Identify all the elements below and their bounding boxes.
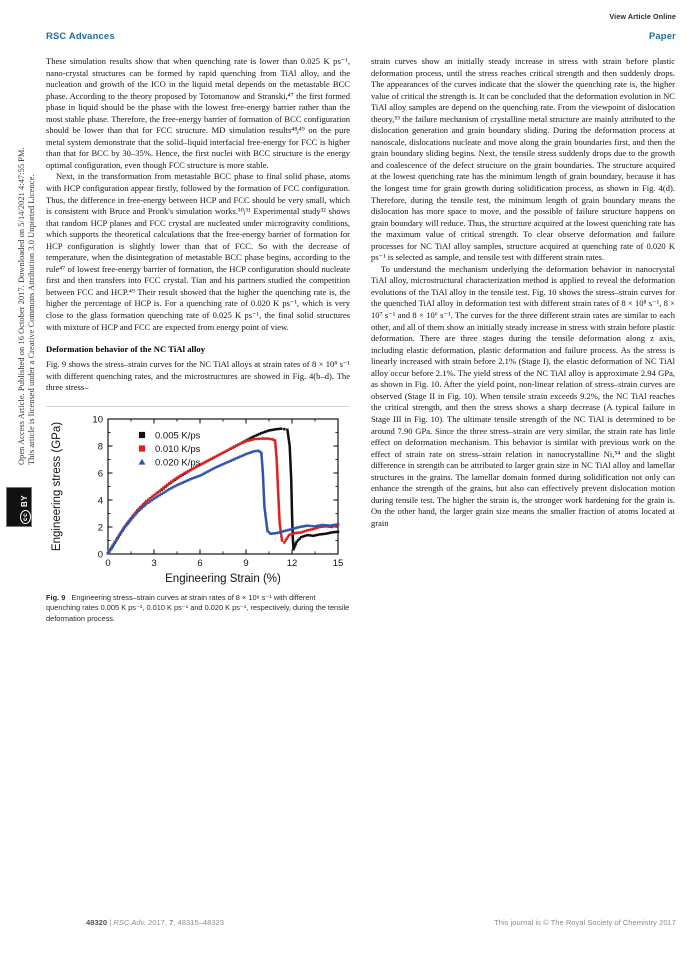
- figure-9-label: Fig. 9: [46, 592, 66, 602]
- article-type-label: Paper: [648, 30, 676, 41]
- figure-9-caption-text: Engineering stress–strain curves at strain rates of 8 × 10⁸ s⁻¹ with different quenching rates 0.005 K ps⁻¹, 0.010 K ps⁻¹ and 0.020 K ps⁻¹, respectively, during the tensile deformation process.: [46, 592, 350, 623]
- svg-text:6: 6: [97, 468, 103, 480]
- footer-journal-abbrev: RSC Adv.: [113, 918, 146, 927]
- stress-strain-plot: [46, 411, 350, 586]
- svg-text:2: 2: [97, 522, 103, 534]
- figure-9-chart: [46, 411, 350, 586]
- creative-commons-badge[interactable]: [6, 487, 32, 527]
- creative-commons-licence-line: This article is licensed under a Creative Commons Attribution 3.0 Unported Licence.: [27, 174, 36, 465]
- cc-circle-icon: cc: [20, 510, 31, 524]
- running-head: [46, 30, 676, 44]
- svg-text:10: 10: [92, 414, 103, 426]
- footer-pages: , 48315–48323: [173, 918, 225, 927]
- svg-text:4: 4: [97, 495, 103, 507]
- right-column: [371, 56, 675, 896]
- svg-text:0.010 K/ps: 0.010 K/ps: [155, 443, 201, 455]
- series-0-020-k-ps: [107, 449, 340, 554]
- figure-9-caption: [46, 593, 350, 624]
- svg-text:6: 6: [197, 557, 203, 569]
- paragraph-left-3: Fig. 9 shows the stress–strain curves for the NC TiAl alloys at strain rates of 8 × 10⁸ s⁻¹ with different quenching rates, and the microstructures are showed in Fig. 4(b–d). The three stress–: [46, 359, 350, 393]
- section-heading-deformation-behavior: Deformation behavior of the NC TiAl alloy: [46, 344, 206, 355]
- page-footer: [86, 918, 676, 930]
- open-access-published-line: Open Access Article. Published on 16 October 2017. Downloaded on 5/14/2021 4:47:55 PM.: [17, 147, 26, 465]
- paragraph-right-1: strain curves show an initially steady increase in stress with strain before plastic deformation process, until the stress reaches critical strength and then suddenly drops. The appearances of the curves indicate that the slower the quenching rate is, the higher value of critical the strength is. It can be concluded that the deformation evolution in NC TiAl alloy samples are depend on the quenching rate. From the viewpoint of dislocation theory,⁵³ the failure mechanism of crystalline metal structure are mainly attributed to the dislocation generation and grain boundary sliding. During the deformation process at nanoscale, dislocations nucleate and move along the grain boundaries first, and then the grain boundary sliding begins. Next, the tensile stress suddenly drops due to the growth and coalescence of the defect structure on the grain boundaries. The structure acquired at the lowest quenching rate has the minimum length of grain boundary, because it has the longest time for grain growth during solidification process, as shown in Fig. 4(d). Therefore, during the tensile test, the minimum length of grain boundary means the dislocation has more space to move, and the possible of failure structure happens on grain boundary will reduce. Thus, the structure acquired at the lowest quenching rate has the maximum value of critical strength. To clear observe deformation and failure processes for NC TiAl alloy samples, structure acquired at quenching rate of 0.020 K ps⁻¹ is selected as sample, and tensile test with different strain rates.: [371, 56, 675, 263]
- svg-text:8: 8: [97, 441, 103, 453]
- svg-text:15: 15: [332, 557, 344, 569]
- footer-year: 2017,: [147, 918, 167, 927]
- two-column-body: [46, 56, 676, 896]
- left-column: [46, 56, 350, 896]
- svg-text:0: 0: [97, 549, 103, 561]
- figure-top-rule: [46, 406, 350, 407]
- paragraph-right-2: To understand the mechanism underlying the deformation behavior in nanocrystal TiAl alloy, microstructural characterization method is applied to reveal the deformation evolutions of the TiAl alloy in the tensile test. Fig. 10 shows the stress–strain curves for the quenched TiAl alloy in deformation test with different strain rates of 8 × 10⁸ s⁻¹, 8 × 10⁷ s⁻¹ and 8 × 10⁶ s⁻¹. The curves for the three different strain rates are similar to each other, and all of them show an initially steady increase in stress with strain before plastic deformation. There are three stages during the tensile deformation along z axis, including elastic deformation, plastic deformation and failure process. As the stress is linearly increased with strain before 2.1% (Stage I), the elastic deformation of NC TiAl alloy occur before 2.1%. The yield stress of the NC TiAl alloy is approximate 2.94 GPa, as shown in Fig. 10. After the yield point, non-linear relation of stress–strain curves are observed (Stage II in Fig. 10). When tensile strain exceeds 9.2%, the NC TiAl reaches the critical strength, and then the stress shows a sharp decrease (A typical failure in Stage III in Fig. 10). The ultimate tensile strength of the NC TiAl is determined to be around 7.90 GPa. Since the three stress–strain are very similar, the strain rate has little effect on deformation mechanism. This behavior is similar with previous work on the effect of strain rate on stress–strain relation in nanocrystalline Ni,⁵⁴ and the slight difference in strength can be attributed to larger grain size in NC TiAl alloy and lamellar structures in the grains. The lamellar domain formed during solidification not only can enhance the strength of the grains, but also can effectively prevent dislocation motion during tensile test. The higher the strain is, the stronger work hardening for the grain is. On the other hand, the larger grain size means the smaller fraction of atoms located at grain: [371, 263, 675, 528]
- svg-text:0.020 K/ps: 0.020 K/ps: [155, 457, 201, 469]
- paragraph-left-1: These simulation results show that when quenching rate is lower than 0.025 K ps⁻¹, nano-crystal structures can be formed by rapid quenching from TiAl alloy, and the nucleation and growth of the ICO in the liquid metal depends on the metastable BCC phase. According to the theory proposed by Totomanow and Stranski,⁴⁷ the first formed phase in liquid should be the phase with the lowest free-energy barrier rather than the most stable phase. Therefore, the free-energy barrier of formation of BCC configuration should be lower than that for FCC structure. MD simulation results⁴⁸ⱼ⁴⁹ on the pure metal system demonstrate that the solid–liquid interfacial free-energy for FCC is higher than that for BCC by 30–35%. Hence, the first nuclei with BCC structure is the energy optimal configuration, even though FCC structure is more stable.: [46, 56, 350, 170]
- footer-separator: |: [109, 918, 112, 927]
- svg-text:0: 0: [105, 557, 111, 569]
- figure-9: [46, 406, 350, 624]
- svg-text:12: 12: [286, 557, 298, 569]
- cc-by-label: BY: [20, 494, 29, 508]
- footer-citation: [86, 918, 224, 927]
- paragraph-left-2: Next, in the transformation from metastable BCC phase to final solid phase, atoms with HCP configuration appear firstly, followed by the formation of FCC configuration. Thus, the difference in free-energy between HCP and FCC should be very small, which is consistent with Bruce and Pronk's simulation works.³⁰ⱼ³¹ Experimental study³² shows that random HCP planes and FCC crystal are nucleated under microgravity conditions, which supports the theoretical calculations that the free-energy barrier of formation for HCP configuration is slightly lower than that of FCC. So with the decrease of temperature, when the disintegration of metastable BCC phase begins, according to the rule⁴⁷ of lowest free-energy barrier of formation, the HCP configuration should nucleate first and then transfers into FCC crystal. Tian and his partners studied the competition between FCC and HCP.⁴⁹ Their result showed that the higher the quenching rate is, the higher the percentage of HCP is. For a quenching rate of 0.020 K ps⁻¹, which is very close to the glass formation quenching rate of 0.025 K ps⁻¹, the final solid structures with mixture of HCP and FCC are expected from energy point of view.: [46, 171, 350, 332]
- open-access-sidebar: [0, 0, 40, 960]
- svg-text:9: 9: [243, 557, 249, 569]
- journal-title: RSC Advances: [46, 30, 115, 41]
- svg-text:0.005 K/ps: 0.005 K/ps: [155, 430, 201, 442]
- footer-copyright: This journal is © The Royal Society of Chemistry 2017: [494, 918, 676, 927]
- article-page: [40, 0, 700, 960]
- svg-text:3: 3: [151, 557, 157, 569]
- footer-volume: 7: [169, 918, 174, 927]
- svg-text:Engineering stress (GPa): Engineering stress (GPa): [51, 421, 63, 551]
- view-article-online-link[interactable]: View Article Online: [609, 12, 676, 21]
- footer-page-number: 48320: [86, 918, 108, 927]
- svg-text:Engineering Strain (%): Engineering Strain (%): [165, 572, 281, 585]
